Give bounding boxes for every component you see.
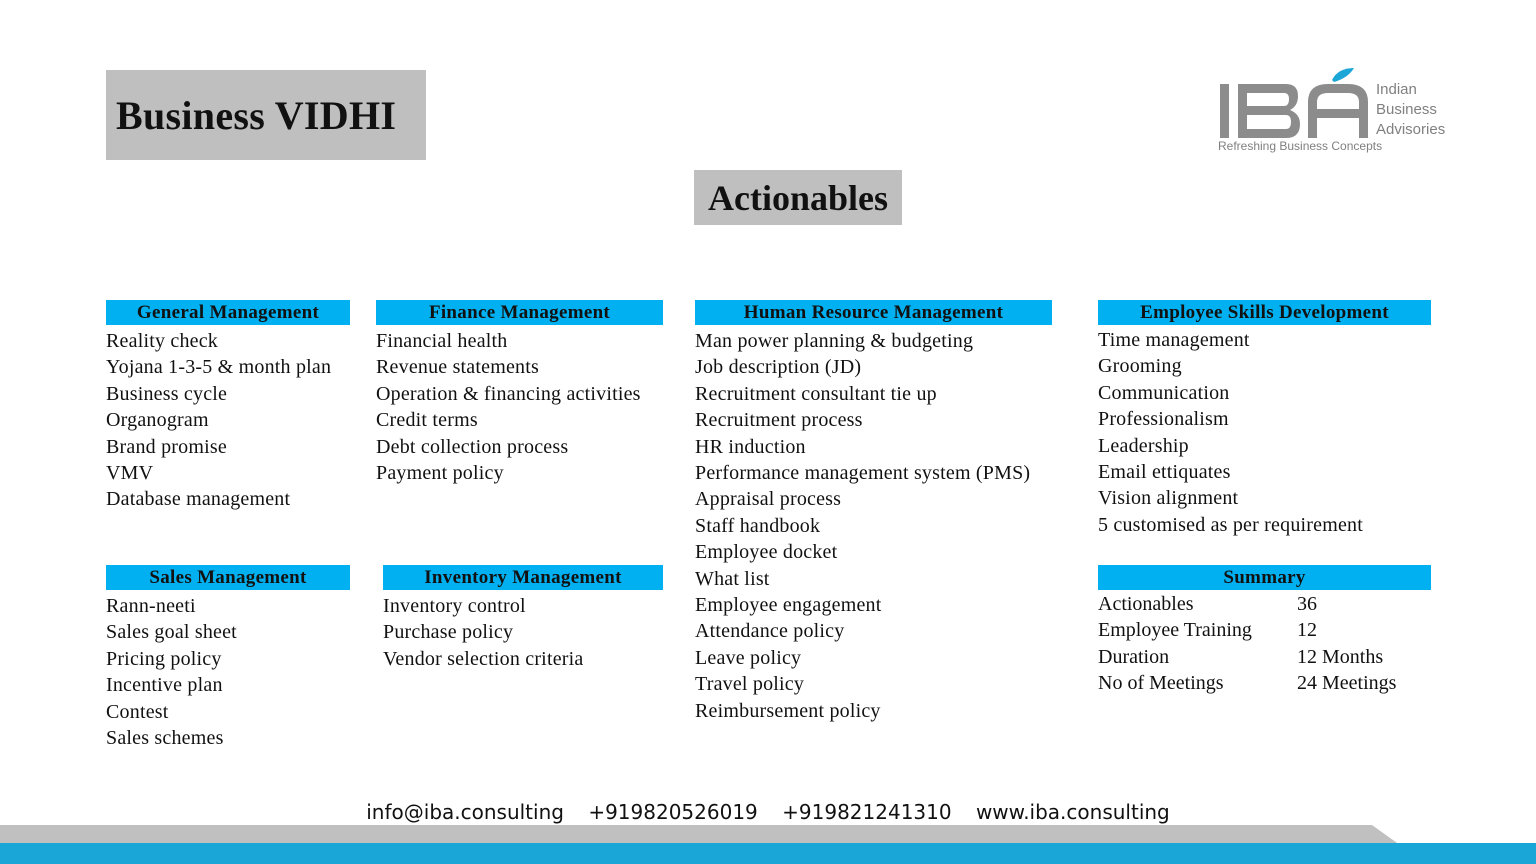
section-list (383, 593, 663, 672)
list-item: Leadership (1098, 434, 1189, 457)
footer-email[interactable]: info@iba.consulting (366, 800, 564, 824)
list-item: Payment policy (376, 462, 504, 485)
section-summary (1098, 565, 1431, 697)
list-item: Sales schemes (106, 727, 224, 750)
list-item: Professionalism (1098, 408, 1229, 431)
list-item: Email ettiquates (1098, 461, 1231, 484)
list-item: Appraisal process (695, 488, 842, 511)
section-employee-skills (1098, 300, 1431, 538)
list-item: Financial health (376, 330, 508, 352)
section-general-management (106, 300, 350, 513)
list-item: Yojana 1-3-5 & month plan (106, 356, 332, 379)
section-heading: Employee Skills Development (1098, 300, 1431, 325)
list-item: VMV (106, 462, 154, 485)
list-item: Debt collection process (376, 435, 569, 458)
list-item: Sales goal sheet (106, 621, 237, 644)
list-item: Staff handbook (695, 514, 821, 537)
list-item: What list (695, 567, 770, 590)
list-item: Brand promise (106, 435, 227, 458)
list-item: Inventory control (383, 595, 526, 617)
list-item: Reality check (106, 330, 218, 352)
title-box (106, 70, 426, 160)
summary-row (1098, 670, 1431, 696)
summary-row (1098, 617, 1431, 643)
footer-phone-2[interactable]: +919821241310 (782, 800, 952, 824)
page-title: Business VIDHI (116, 92, 397, 138)
section-list (106, 328, 350, 513)
summary-row (1098, 591, 1431, 617)
footer-contact (0, 800, 1536, 824)
summary-label: Employee Training (1098, 619, 1252, 642)
section-heading: General Management (106, 300, 350, 325)
summary-row (1098, 644, 1431, 670)
subtitle-box (694, 170, 902, 225)
section-list (695, 328, 1052, 724)
list-item: Job description (JD) (695, 356, 862, 379)
footer-website[interactable]: www.iba.consulting (975, 800, 1170, 824)
list-item: Reimbursement policy (695, 699, 881, 722)
list-item: Database management (106, 488, 291, 511)
section-heading: Sales Management (106, 565, 350, 590)
footer-gray-band (0, 825, 1536, 845)
summary-label: No of Meetings (1098, 672, 1224, 695)
section-finance-management (376, 300, 663, 486)
list-item: Communication (1098, 381, 1230, 404)
list-item: Attendance policy (695, 620, 845, 643)
summary-table (1098, 591, 1431, 697)
list-item: Rann-neeti (106, 595, 196, 617)
logo-company-name (1376, 80, 1445, 140)
section-heading: Finance Management (376, 300, 663, 325)
summary-value: 36 (1297, 593, 1317, 615)
list-item: Recruitment consultant tie up (695, 382, 937, 405)
section-heading: Summary (1098, 565, 1431, 590)
section-heading: Human Resource Management (695, 300, 1052, 325)
list-item: Incentive plan (106, 674, 223, 697)
summary-label: Duration (1098, 645, 1170, 668)
summary-value: 12 Months (1297, 645, 1384, 668)
list-item: Employee engagement (695, 594, 882, 617)
footer-blue-band (0, 843, 1536, 864)
subtitle: Actionables (708, 177, 888, 218)
logo-line-1: Indian (1376, 81, 1417, 98)
logo-line-3: Advisories (1376, 121, 1446, 138)
list-item: Operation & financing activities (376, 382, 641, 405)
list-item: Organogram (106, 409, 209, 432)
list-item: Travel policy (695, 673, 805, 696)
list-item: Business cycle (106, 382, 228, 405)
list-item: Employee docket (695, 541, 838, 564)
section-heading: Inventory Management (383, 565, 663, 590)
list-item: Credit terms (376, 409, 478, 432)
list-item: Man power planning & budgeting (695, 330, 974, 352)
list-item: 5 customised as per requirement (1098, 513, 1364, 536)
summary-label: Actionables (1098, 593, 1194, 615)
list-item: Recruitment process (695, 409, 863, 432)
section-sales-management (106, 565, 350, 751)
summary-value: 12 (1297, 619, 1317, 642)
section-hr-management (695, 300, 1052, 724)
list-item: Time management (1098, 329, 1250, 351)
list-item: HR induction (695, 435, 806, 458)
section-inventory-management (383, 565, 663, 672)
footer-phone-1[interactable]: +919820526019 (588, 800, 758, 824)
list-item: Purchase policy (383, 621, 514, 644)
list-item: Vision alignment (1098, 487, 1239, 510)
list-item: Grooming (1098, 355, 1182, 378)
section-list (1098, 327, 1431, 538)
logo-line-2: Business (1376, 101, 1437, 118)
list-item: Pricing policy (106, 647, 222, 670)
logo-tagline: Refreshing Business Concepts (1218, 139, 1383, 153)
list-item: Performance management system (PMS) (695, 462, 1031, 485)
list-item: Revenue statements (376, 356, 539, 379)
section-list (376, 328, 663, 486)
section-list (106, 593, 350, 751)
list-item: Contest (106, 700, 169, 723)
list-item: Leave policy (695, 646, 802, 669)
list-item: Vendor selection criteria (383, 647, 584, 670)
summary-value: 24 Meetings (1297, 672, 1397, 695)
